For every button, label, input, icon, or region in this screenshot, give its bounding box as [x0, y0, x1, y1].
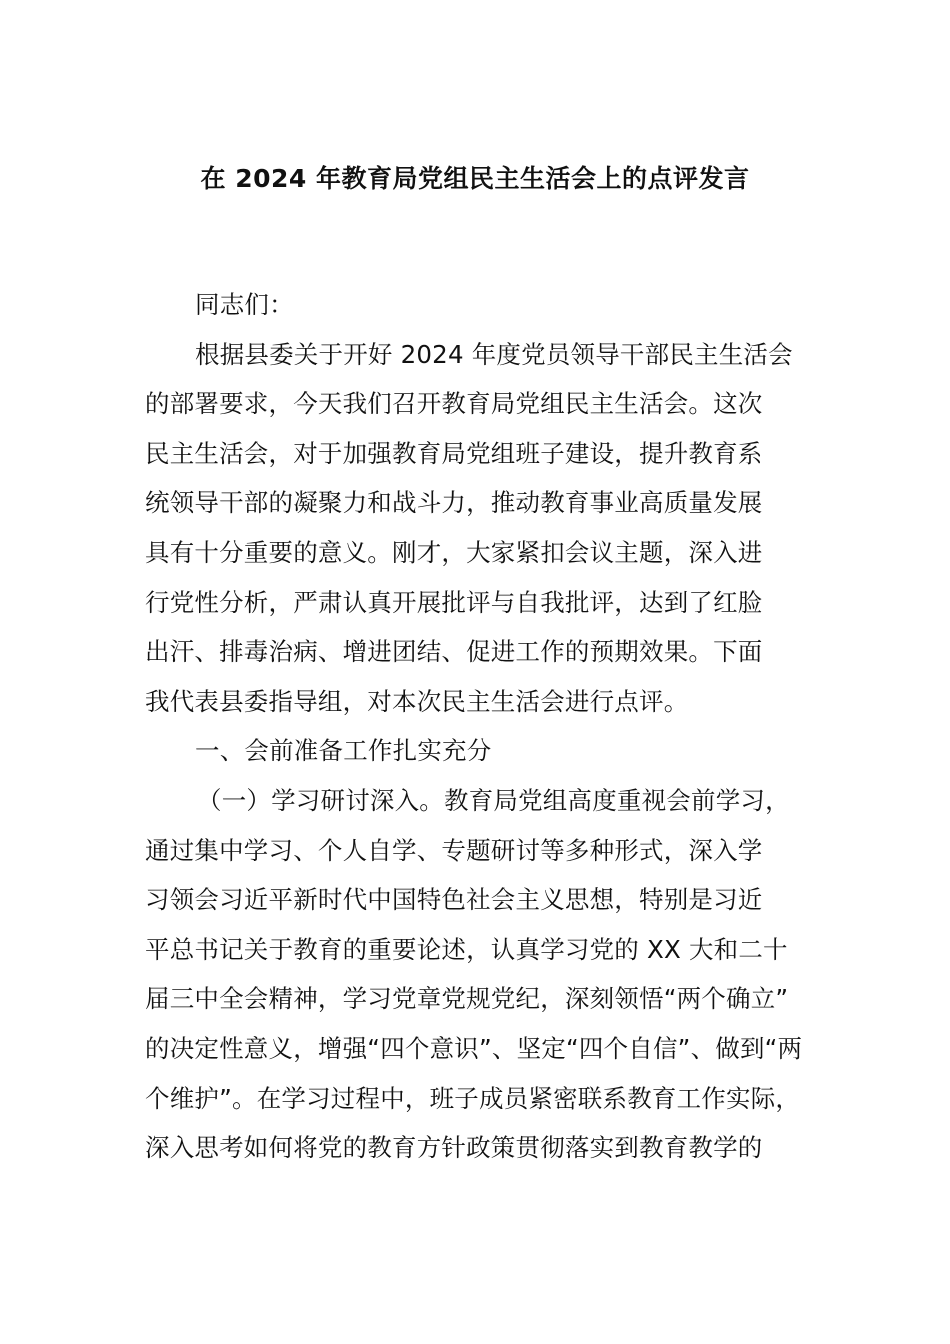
- paragraph-line: 届三中全会精神，学习党章党规党纪，深刻领悟“两个确立”: [145, 984, 789, 1014]
- salutation-line: 同志们：: [195, 290, 294, 319]
- paragraph-line: 深入思考如何将党的教育方针政策贯彻落实到教育教学的: [145, 1133, 763, 1163]
- paragraph-line: 平总书记关于教育的重要论述，认真学习党的 XX 大和二十: [145, 934, 788, 964]
- paragraph-line: 出汗、排毒治病、增进团结、促进工作的预期效果。下面: [145, 637, 763, 667]
- document-body: [145, 280, 835, 1173]
- paragraph-line: （一）学习研讨深入。教育局党组高度重视会前学习，: [197, 785, 790, 815]
- paragraph-line: 具有十分重要的意义。刚才，大家紧扣会议主题，深入进: [145, 537, 763, 567]
- paragraph-line: 习领会习近平新时代中国特色社会主义思想，特别是习近: [145, 885, 763, 915]
- paragraph-line: 通过集中学习、个人自学、专题研讨等多种形式，深入学: [145, 835, 763, 865]
- paragraph-line: 民主生活会，对于加强教育局党组班子建设，提升教育系: [145, 438, 763, 468]
- paragraph-line: 根据县委关于开好 2024 年度党员领导干部民主生活会: [195, 339, 793, 369]
- paragraph-line: 统领导干部的凝聚力和战斗力，推动教育事业高质量发展: [145, 488, 763, 518]
- section-heading: 一、会前准备工作扎实充分: [195, 736, 492, 766]
- paragraph-line: 行党性分析，严肃认真开展批评与自我批评，达到了红脸: [145, 587, 763, 617]
- paragraph-line: 的决定性意义，增强“四个意识”、坚定“四个自信”、做到“两: [145, 1033, 803, 1063]
- document-title: 在 2024 年教育局党组民主生活会上的点评发言: [200, 164, 750, 193]
- paragraph-line: 我代表县委指导组，对本次民主生活会进行点评。: [145, 686, 689, 716]
- paragraph-line: 的部署要求，今天我们召开教育局党组民主生活会。这次: [145, 389, 763, 419]
- paragraph-line: 个维护”。在学习过程中，班子成员紧密联系教育工作实际，: [145, 1083, 801, 1113]
